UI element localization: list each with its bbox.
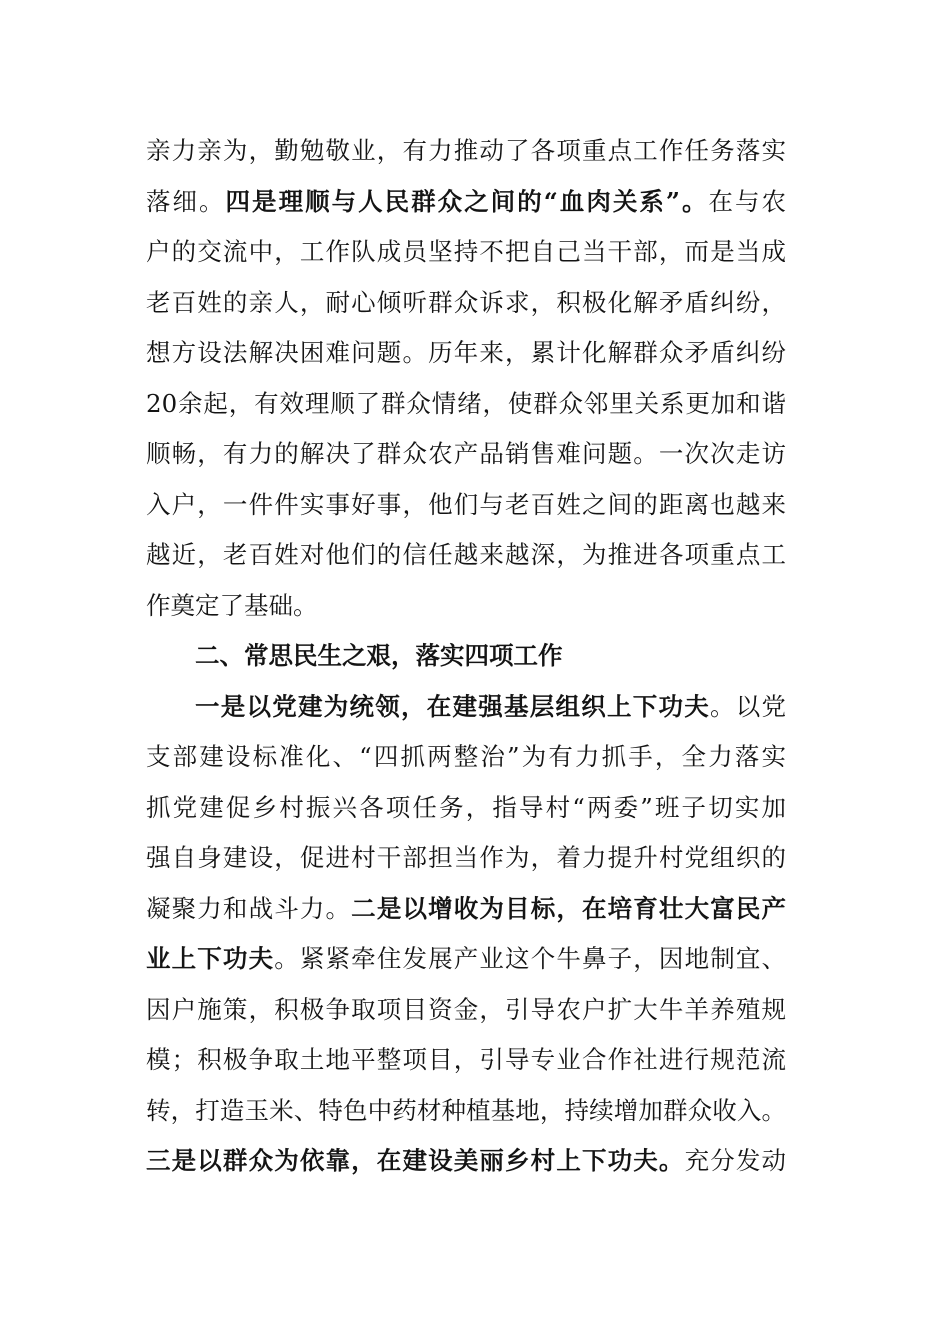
body-line: 顺畅，有力的解决了群众农产品销售难问题。一次次走访: [146, 439, 786, 468]
bold-phrase: 三是以群众为依靠，在建设美丽乡村上下功夫。: [146, 1146, 685, 1175]
body-line: 老百姓的亲人，耐心倾听群众诉求，积极化解矛盾纠纷，: [146, 287, 786, 317]
body-line: 强自身建设，促进村干部担当作为，着力提升村党组织的: [146, 843, 786, 872]
bold-phrase: 业上下功夫: [146, 944, 275, 973]
bold-phrase: 一是以党建为统领，在建强基层组织上下功夫: [195, 691, 710, 721]
body-line: 模；积极争取土地平整项目，引导专业合作社进行规范流: [146, 1045, 786, 1074]
body-line: 越近，老百姓对他们的信任越来越深，为推进各项重点工: [146, 540, 786, 569]
body-line: 抓党建促乡村振兴各项任务，指导村“两委”班子切实加: [146, 792, 786, 822]
body-line: 支部建设标准化、“四抓两整治”为有力抓手，全力落实: [146, 742, 786, 771]
body-line: 作奠定了基础。: [146, 590, 318, 620]
body-line: 凝聚力和战斗力。二是以增收为目标，在培育壮大富民产: [146, 893, 787, 923]
body-line: 一是以党建为统领，在建强基层组织上下功夫。以党: [195, 691, 786, 721]
body-line: 户的交流中，工作队成员坚持不把自己当干部，而是当成: [146, 237, 786, 266]
document-body: [146, 126, 786, 1187]
bold-phrase: 四是理顺与人民群众之间的“血肉关系”。: [225, 186, 709, 216]
body-line: 业上下功夫。紧紧牵住发展产业这个牛鼻子，因地制宜、: [146, 944, 787, 973]
body-line: 转，打造玉米、特色中药材种植基地，持续增加群众收入。: [146, 1095, 786, 1125]
body-line: 因户施策，积极争取项目资金，引导农户扩大牛羊养殖规: [146, 994, 786, 1024]
body-line: 想方设法解决困难问题。历年来，累计化解群众矛盾纠纷: [146, 338, 786, 367]
body-line: 亲力亲为，勤勉敬业，有力推动了各项重点工作任务落实: [146, 136, 786, 165]
bold-phrase: 二是以增收为目标，在培育壮大富民产: [351, 893, 787, 923]
section-heading: 二、常思民生之艰，落实四项工作: [195, 641, 563, 670]
body-line: 三是以群众为依靠，在建设美丽乡村上下功夫。充分发动: [146, 1146, 786, 1175]
body-line: 入户，一件件实事好事，他们与老百姓之间的距离也越来: [146, 489, 786, 519]
body-line: 落细。四是理顺与人民群众之间的“血肉关系”。在与农: [146, 186, 787, 216]
body-line: 20余起，有效理顺了群众情绪，使群众邻里关系更加和谐: [146, 388, 786, 418]
